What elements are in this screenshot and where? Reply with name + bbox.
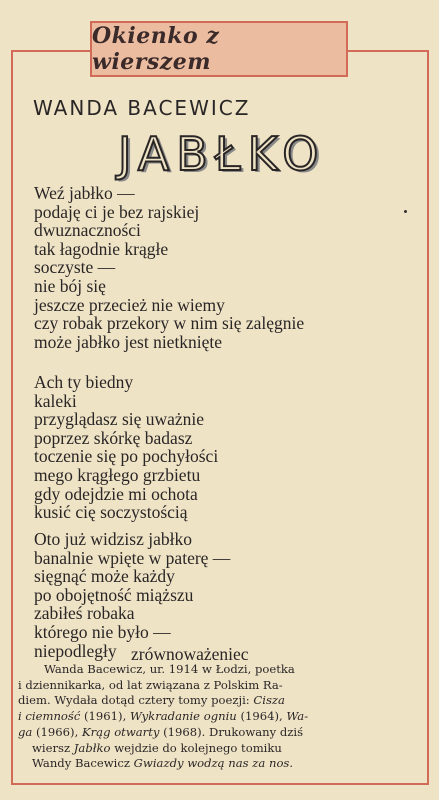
poem-line: mego krągłego grzbietu	[34, 464, 201, 485]
section-header	[90, 21, 348, 77]
book-title: Cisza	[253, 693, 285, 708]
stanza-1	[34, 184, 304, 351]
poem-line: banalnie wpięte w paterę —	[34, 547, 231, 568]
poem-line: soczyste —	[34, 257, 116, 278]
poem-title-ref: Jabłko	[73, 740, 111, 755]
poem-line: toczenie się po pochyłości	[34, 446, 219, 467]
section-title: Okienko z wierszem	[92, 23, 220, 75]
poem-line: kaleki	[34, 390, 77, 411]
book-title: i ciemność	[18, 709, 81, 724]
poem-line: którego nie było —	[34, 621, 171, 642]
poem-line: podaję ci je bez rajskiej	[34, 201, 200, 222]
book-title: Gwiazdy wodzą nas za nos.	[133, 756, 294, 771]
poem-line: gdy odejdzie mi ochota	[34, 483, 198, 504]
poem-line: zabiłeś robaka	[34, 603, 135, 624]
stanza-3	[34, 530, 230, 660]
poem-line: kusić cię soczystością	[34, 502, 188, 523]
bio-line: Wanda Bacewicz, ur. 1914 w Łodzi, poetka	[44, 662, 295, 676]
book-title: Wykradanie ogniu	[129, 709, 237, 724]
poem-line: Oto już widzisz jabłko	[34, 529, 192, 549]
poem-line: Weź jabłko —	[34, 183, 135, 203]
poem-line: niepodległy	[34, 640, 117, 661]
poem-line: sięgnąć może każdy	[34, 566, 175, 587]
poem-line: po obojętność miąższu	[34, 584, 194, 605]
poem-line: czy robak przekory w nim się zalęgnie	[34, 313, 305, 334]
poem-line: Ach ty biedny	[34, 372, 134, 392]
poem-line: jeszcze przecież nie wiemy	[34, 294, 225, 315]
poem-line: poprzez skórkę badasz	[34, 427, 193, 448]
book-title: Wa-	[286, 709, 309, 724]
bio-line: i dziennikarka, od lat związana z Polskim Ra-	[18, 677, 283, 692]
poem-line: może jabłko jest nietknięte	[34, 331, 223, 352]
print-speck	[404, 210, 407, 213]
poem-line: nie bój się	[34, 275, 106, 296]
bio-line: diem. Wydała dotąd cztery tomy poezji: Cisza	[18, 693, 285, 708]
poem-author: WANDA BACEWICZ	[33, 96, 251, 120]
bio-line: ga (1966), Krąg otwarty (1968). Drukowany dziś	[18, 724, 304, 739]
poem-closing-line: zrównoważeniec	[131, 644, 249, 664]
poem-line: dwuznaczności	[34, 220, 141, 241]
bio-line: wiersz Jabłko wejdzie do kolejnego tomiku	[32, 740, 282, 755]
book-title: Krąg otwarty	[81, 724, 160, 739]
author-bio	[18, 662, 422, 772]
bio-line: Wandy Bacewicz Gwiazdy wodzą nas za nos.	[32, 756, 294, 771]
bio-line: i ciemność (1961), Wykradanie ogniu (1964), Wa-	[18, 709, 309, 724]
poem-line: przyglądasz się uważnie	[34, 409, 205, 430]
stanza-2	[34, 373, 218, 522]
poem-title: JABŁKO	[118, 127, 326, 181]
book-title: ga	[18, 724, 33, 739]
poem-line: tak łagodnie krągłe	[34, 238, 169, 259]
